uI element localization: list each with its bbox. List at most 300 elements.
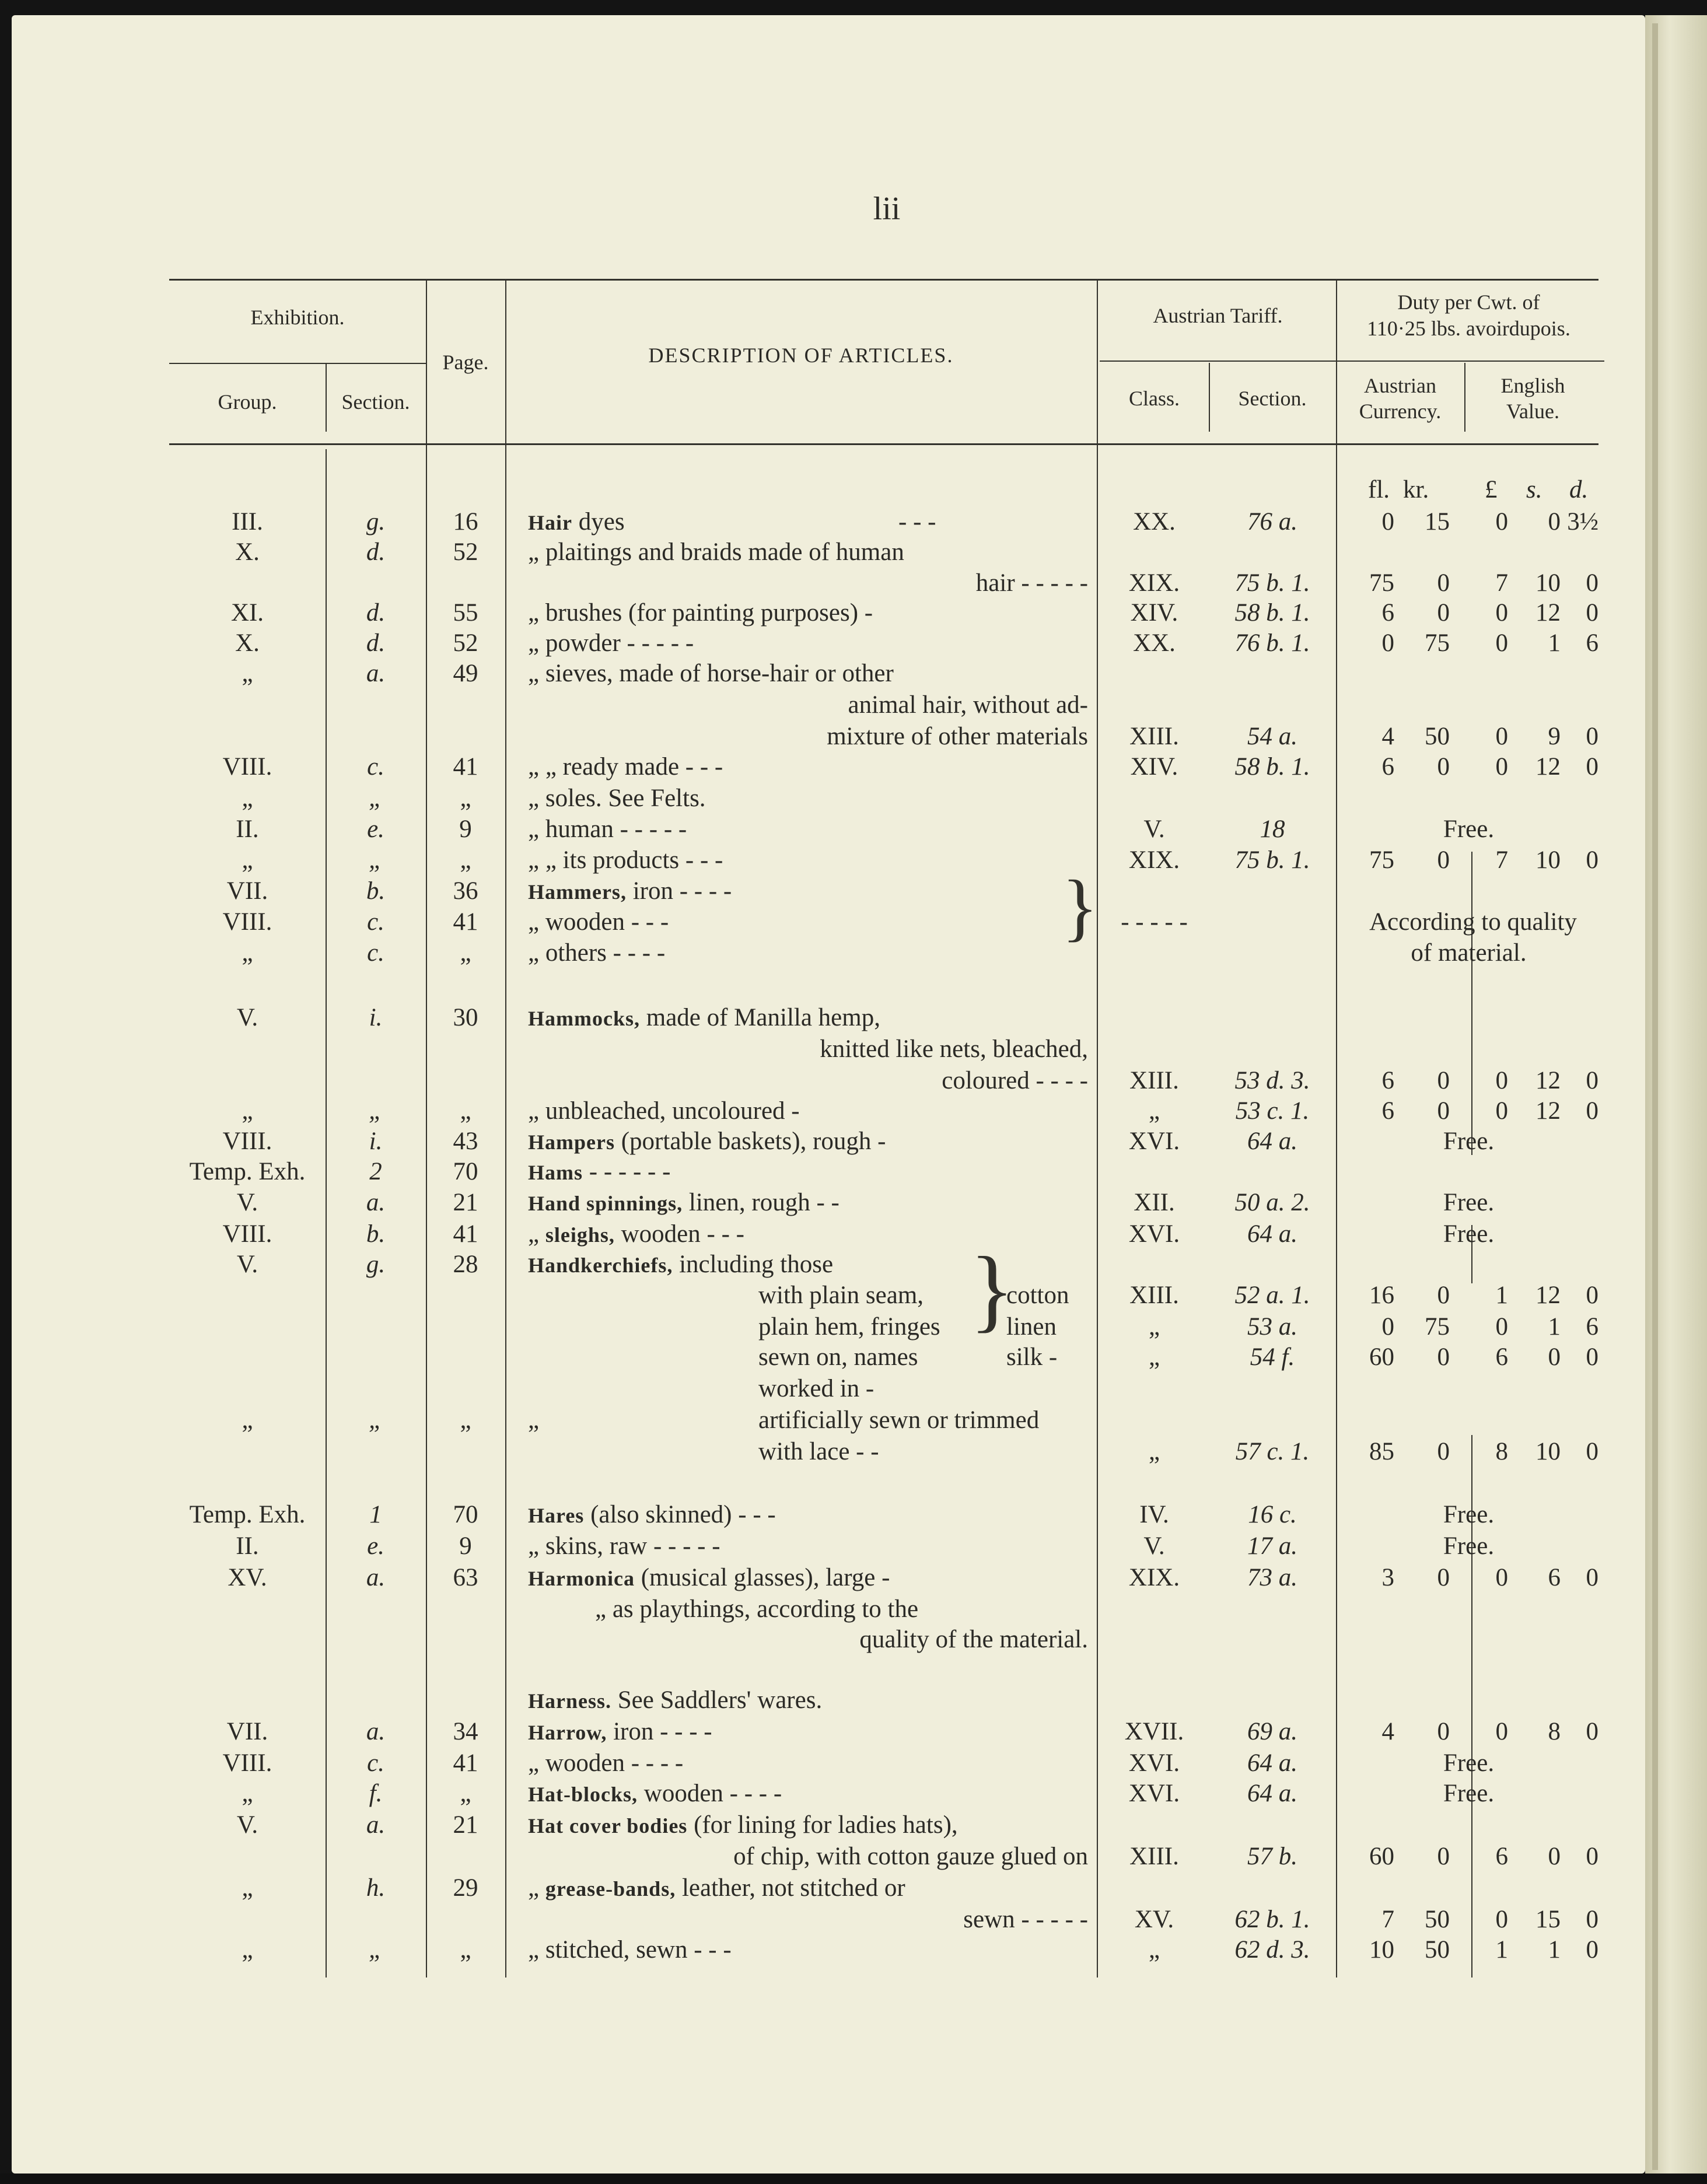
- group-cell: VII.: [226, 1718, 268, 1745]
- article-heading: Harmonica: [528, 1567, 635, 1590]
- group-cell: II.: [236, 816, 259, 843]
- pounds-cell: 1: [1495, 1936, 1508, 1964]
- header-duty-line2: 110·25 lbs. avoirdupois.: [1367, 317, 1570, 340]
- kreuzer-cell: 0: [1437, 846, 1450, 874]
- tariff-section-cell: 54 f.: [1250, 1343, 1295, 1371]
- unit-d: d.: [1569, 476, 1589, 503]
- quality-note: of material.: [1411, 939, 1527, 967]
- description-text: linen, rough - -: [683, 1189, 839, 1216]
- unit-s: s.: [1526, 476, 1542, 503]
- description-text: „ stitched, sewn - - -: [528, 1936, 732, 1964]
- pounds-cell: 0: [1495, 1313, 1508, 1340]
- group-cell: VIII.: [222, 1128, 272, 1155]
- shillings-cell: 9: [1548, 723, 1561, 750]
- free-label: Free.: [1443, 1501, 1495, 1528]
- group-cell: „: [242, 1874, 253, 1902]
- description-cell: [528, 846, 1088, 875]
- florin-cell: 0: [1381, 508, 1394, 536]
- divider-currency-body: [1471, 852, 1472, 1155]
- florin-cell: 6: [1381, 753, 1394, 780]
- handkerchief-detail: worked in -: [758, 1375, 875, 1402]
- class-cell: IV.: [1139, 1501, 1169, 1528]
- group-cell: „: [242, 660, 253, 687]
- article-heading: Hammers,: [528, 880, 627, 904]
- page-cell: 43: [453, 1128, 478, 1155]
- tariff-section-cell: 69 a.: [1247, 1718, 1297, 1745]
- description-continuation: of chip, with cotton gauze glued on: [733, 1843, 1088, 1870]
- tariff-section-cell: 76 b. 1.: [1234, 629, 1310, 657]
- class-cell: XVI.: [1128, 1220, 1180, 1248]
- group-cell: V.: [236, 1004, 258, 1031]
- pounds-cell: 7: [1495, 846, 1508, 874]
- header-english-value-1: English: [1500, 374, 1565, 397]
- florin-cell: 6: [1381, 599, 1394, 626]
- description-cell: [528, 1188, 1088, 1218]
- kreuzer-cell: 75: [1425, 1313, 1450, 1340]
- handkerchief-detail: with plain seam,: [758, 1282, 924, 1309]
- description-continuation: quality of the material.: [859, 1626, 1088, 1653]
- description-text: (portable baskets), rough -: [614, 1128, 886, 1155]
- class-cell: XIV.: [1130, 599, 1178, 626]
- class-cell: „: [1148, 1936, 1160, 1964]
- shillings-cell: 0: [1548, 1343, 1561, 1371]
- pence-cell: 0: [1586, 1843, 1598, 1870]
- exhibition-subrule: [169, 363, 426, 364]
- description-cell: [528, 1500, 1088, 1530]
- pence-cell: 0: [1586, 723, 1598, 750]
- description-text: „ skins, raw - - - - -: [528, 1532, 720, 1560]
- page-cell: 52: [453, 538, 478, 566]
- pounds-cell: 0: [1495, 1906, 1508, 1933]
- header-description: DESCRIPTION OF ARTICLES.: [648, 344, 954, 367]
- description-cell: [528, 1936, 1088, 1965]
- page-cell: 30: [453, 1004, 478, 1031]
- group-cell: VIII.: [222, 908, 272, 936]
- handkerchief-detail: plain hem, fringes: [758, 1313, 940, 1340]
- shillings-cell: 12: [1535, 599, 1561, 626]
- group-cell: VII.: [226, 877, 268, 905]
- tariff-section-cell: 62 b. 1.: [1234, 1906, 1310, 1933]
- dash-leader: - - -: [898, 508, 936, 536]
- page-cell: „: [460, 785, 471, 812]
- pence-cell: 0: [1586, 599, 1598, 626]
- article-heading: Hares: [528, 1504, 585, 1527]
- description-continuation: coloured - - - -: [942, 1067, 1088, 1094]
- pounds-cell: 0: [1495, 753, 1508, 780]
- description-text: „ wooden - - - -: [528, 1749, 684, 1777]
- tariff-section-cell: 62 d. 3.: [1234, 1936, 1310, 1964]
- group-cell: Temp. Exh.: [189, 1501, 306, 1528]
- description-continuation: sewn - - - - -: [963, 1906, 1088, 1933]
- pence-cell: 0: [1586, 846, 1598, 874]
- description-text: „ plaitings and braids made of human: [528, 538, 904, 566]
- tariff-section-cell: 64 a.: [1247, 1780, 1297, 1807]
- unit-kr: kr.: [1403, 476, 1429, 503]
- article-heading: grease-bands,: [545, 1877, 676, 1901]
- section-cell: a.: [366, 1718, 386, 1745]
- shillings-cell: 1: [1548, 629, 1561, 657]
- section-cell: h.: [366, 1874, 386, 1902]
- page-cell: 29: [453, 1874, 478, 1902]
- article-heading: Hams: [528, 1161, 583, 1184]
- pounds-cell: 0: [1495, 1564, 1508, 1591]
- shillings-cell: 15: [1535, 1906, 1561, 1933]
- pounds-cell: 0: [1495, 629, 1508, 657]
- florin-cell: 7: [1381, 1906, 1394, 1933]
- description-text: leather, not stitched or: [676, 1874, 905, 1902]
- description-cell: [528, 1779, 1088, 1809]
- article-heading: Hammocks,: [528, 1007, 640, 1030]
- kreuzer-cell: 0: [1437, 1282, 1450, 1309]
- section-cell: d.: [366, 629, 386, 657]
- section-cell: d.: [366, 599, 386, 626]
- description-cell: [528, 752, 1088, 782]
- handkerchief-detail: sewn on, names: [758, 1343, 918, 1371]
- description-text: „ unbleached, uncoloured -: [528, 1097, 800, 1125]
- group-cell: „: [242, 846, 253, 874]
- florin-cell: 16: [1369, 1282, 1394, 1309]
- page-cell: 41: [453, 1749, 478, 1777]
- tariff-section-cell: 50 a. 2.: [1234, 1189, 1310, 1216]
- shillings-cell: 0: [1548, 1843, 1561, 1870]
- description-continuation: artificially sewn or trimmed: [758, 1406, 1040, 1434]
- tariff-section-cell: 64 a.: [1247, 1749, 1297, 1777]
- section-cell: g.: [366, 508, 386, 536]
- description-cell: [528, 1157, 1088, 1187]
- pence-cell: 0: [1586, 753, 1598, 780]
- class-cell: V.: [1143, 816, 1165, 843]
- page-cell: 70: [453, 1501, 478, 1528]
- description-text: (for lining for ladies hats),: [687, 1811, 958, 1839]
- page-cell: 55: [453, 599, 478, 626]
- kreuzer-cell: 0: [1437, 1564, 1450, 1591]
- pounds-cell: 6: [1495, 1343, 1508, 1371]
- shillings-cell: 8: [1548, 1718, 1561, 1745]
- article-heading: Hat-blocks,: [528, 1783, 638, 1806]
- page-number: lii: [873, 191, 901, 227]
- group-cell: „: [242, 785, 253, 812]
- group-cell: XV.: [228, 1564, 267, 1591]
- description-text: „ brushes (for painting purposes) -: [528, 599, 873, 626]
- class-cell: XIV.: [1130, 753, 1178, 780]
- group-cell: VIII.: [222, 1749, 272, 1777]
- shillings-cell: 10: [1535, 569, 1561, 597]
- section-cell: c.: [367, 753, 384, 780]
- tariff-section-cell: 75 b. 1.: [1234, 846, 1310, 874]
- unit-fl: fl.: [1368, 476, 1390, 503]
- article-heading: Harrow,: [528, 1721, 607, 1744]
- description-text: „ sieves, made of horse-hair or other: [528, 660, 894, 687]
- description-continuation: hair - - - - -: [975, 569, 1088, 597]
- class-cell: „: [1148, 1097, 1160, 1125]
- description-continuation: knitted like nets, bleached,: [820, 1035, 1088, 1063]
- kreuzer-cell: 50: [1425, 723, 1450, 750]
- class-cell: XVI.: [1128, 1128, 1180, 1155]
- class-cell: V.: [1143, 1532, 1165, 1560]
- pounds-cell: 7: [1495, 569, 1508, 597]
- florin-cell: 75: [1369, 846, 1394, 874]
- page-cell: „: [460, 939, 471, 967]
- shillings-cell: 12: [1535, 753, 1561, 780]
- description-text: wooden - - -: [614, 1220, 744, 1248]
- kreuzer-cell: 0: [1437, 599, 1450, 626]
- pence-cell: 0: [1586, 1067, 1598, 1094]
- page-cell: „: [460, 1936, 471, 1964]
- tariff-section-cell: 75 b. 1.: [1234, 569, 1310, 597]
- header-bottom-rule: [169, 443, 1598, 445]
- tariff-section-cell: 18: [1260, 816, 1285, 843]
- florin-cell: 0: [1381, 1313, 1394, 1340]
- material-kind: silk -: [1006, 1343, 1058, 1371]
- section-cell: 1: [369, 1501, 382, 1528]
- pence-cell: 0: [1586, 1097, 1598, 1125]
- florin-cell: 75: [1369, 569, 1394, 597]
- pounds-cell: 6: [1495, 1843, 1508, 1870]
- class-cell: XIX.: [1128, 1564, 1180, 1591]
- kreuzer-cell: 0: [1437, 1843, 1450, 1870]
- section-cell: c.: [367, 1749, 384, 1777]
- shillings-cell: 12: [1535, 1282, 1561, 1309]
- class-cell: „: [1148, 1438, 1160, 1465]
- section-cell: „: [369, 1936, 383, 1964]
- article-heading: Handkerchiefs,: [528, 1254, 673, 1277]
- section-cell: „: [369, 1097, 383, 1125]
- page-cell: 9: [459, 1532, 472, 1560]
- article-heading: sleighs,: [545, 1223, 615, 1247]
- description-cell: [528, 1097, 1088, 1126]
- page-cell: „: [460, 1406, 471, 1434]
- tariff-section-cell: 54 a.: [1247, 723, 1297, 750]
- section-cell: „: [369, 1406, 383, 1434]
- section-cell: e.: [367, 816, 384, 843]
- material-kind: linen: [1006, 1313, 1057, 1340]
- free-label: Free.: [1443, 1780, 1495, 1807]
- tariff-section-cell: 53 c. 1.: [1235, 1097, 1310, 1125]
- section-cell: „: [369, 846, 383, 874]
- group-cell: V.: [236, 1251, 258, 1278]
- kreuzer-cell: 75: [1425, 629, 1450, 657]
- page-cell: 16: [453, 508, 478, 536]
- unit-pound: £: [1485, 476, 1498, 503]
- description-cell: [528, 1563, 1088, 1593]
- kreuzer-cell: 0: [1437, 1718, 1450, 1745]
- description-text: See Saddlers' wares.: [611, 1686, 823, 1714]
- class-cell: „: [1148, 1313, 1160, 1340]
- class-cell: XIII.: [1129, 1282, 1179, 1309]
- class-cell: XIII.: [1129, 723, 1179, 750]
- description-cell: [528, 1220, 1088, 1250]
- pence-cell: 0: [1586, 1343, 1598, 1371]
- section-cell: b.: [366, 1220, 386, 1248]
- group-cell: VIII.: [222, 1220, 272, 1248]
- article-heading: Hair: [528, 511, 572, 534]
- header-austrian-tariff: Austrian Tariff.: [1153, 304, 1283, 327]
- description-cell: [528, 877, 1088, 907]
- kreuzer-cell: 50: [1425, 1906, 1450, 1933]
- group-cell: V.: [236, 1811, 258, 1839]
- pounds-cell: 0: [1495, 508, 1508, 536]
- header-page: Page.: [442, 351, 489, 374]
- florin-cell: 4: [1381, 723, 1394, 750]
- article-heading: Hand spinnings,: [528, 1192, 683, 1215]
- shillings-cell: 1: [1548, 1936, 1561, 1964]
- florin-cell: 6: [1381, 1067, 1394, 1094]
- description-text: (also skinned) - - -: [584, 1501, 776, 1528]
- header-austrian-currency-2: Currency.: [1359, 400, 1442, 423]
- page-cell: „: [460, 846, 471, 874]
- free-label: Free.: [1443, 1532, 1495, 1560]
- group-cell: „: [242, 1406, 253, 1434]
- group-cell: II.: [236, 1532, 259, 1560]
- group-cell: „: [242, 939, 253, 967]
- description-cell: [528, 629, 1088, 658]
- pence-cell: 0: [1586, 1906, 1598, 1933]
- class-cell: XIII.: [1129, 1843, 1179, 1870]
- group-cell: VIII.: [222, 753, 272, 780]
- florin-cell: 60: [1369, 1843, 1394, 1870]
- group-cell: X.: [235, 629, 260, 657]
- tariff-section-cell: 58 b. 1.: [1234, 599, 1310, 626]
- kreuzer-cell: 15: [1425, 508, 1450, 536]
- pence-cell: 6: [1586, 1313, 1598, 1340]
- description-text: iron - - - -: [626, 877, 732, 905]
- section-cell: a.: [366, 1811, 386, 1839]
- florin-cell: 3: [1381, 1564, 1394, 1591]
- header-austrian-currency-1: Austrian: [1364, 374, 1436, 397]
- description-cell: [528, 1250, 1088, 1280]
- free-label: Free.: [1443, 1220, 1495, 1248]
- pounds-cell: 0: [1495, 599, 1508, 626]
- article-heading: Harness.: [528, 1689, 611, 1713]
- shillings-cell: 0: [1548, 508, 1561, 536]
- group-cell: XI.: [230, 599, 264, 626]
- description-cell: [528, 784, 1088, 813]
- page-cell: 21: [453, 1811, 478, 1839]
- section-cell: a.: [366, 1564, 386, 1591]
- description-text: „ soles. See Felts.: [528, 785, 706, 812]
- page-cell: 63: [453, 1564, 478, 1591]
- free-label: Free.: [1443, 1749, 1495, 1777]
- description-text: including those: [673, 1251, 834, 1278]
- header-english-value-2: Value.: [1506, 400, 1559, 423]
- header-tariff-section: Section.: [1238, 387, 1307, 410]
- page-cell: 49: [453, 660, 478, 687]
- description-cell: [528, 1686, 1088, 1716]
- class-cell: XV.: [1134, 1906, 1174, 1933]
- description-text: „ wooden - - -: [528, 908, 669, 936]
- tariff-section-cell: 58 b. 1.: [1234, 753, 1310, 780]
- description-text: (musical glasses), large -: [634, 1564, 890, 1591]
- page-cell: 21: [453, 1189, 478, 1216]
- section-cell: c.: [367, 939, 384, 967]
- shillings-cell: 6: [1548, 1564, 1561, 1591]
- tariff-section-cell: 73 a.: [1247, 1564, 1297, 1591]
- tariff-section-cell: 17 a.: [1247, 1532, 1297, 1560]
- kreuzer-cell: 0: [1437, 1067, 1450, 1094]
- description-cell: [528, 939, 1088, 968]
- free-label: Free.: [1443, 816, 1495, 843]
- description-cell: [528, 908, 1088, 937]
- class-cell: „: [1148, 1343, 1160, 1371]
- section-cell: i.: [369, 1004, 383, 1031]
- page-cell: 41: [453, 753, 478, 780]
- description-cell: [528, 1874, 1088, 1903]
- tariff-section-cell: 57 b.: [1247, 1843, 1297, 1870]
- section-cell: „: [369, 785, 383, 812]
- section-cell: 2: [369, 1158, 382, 1185]
- description-cell: [528, 1127, 1088, 1157]
- description-continuation: with lace - -: [758, 1438, 879, 1465]
- class-cell: XX.: [1133, 629, 1176, 657]
- group-cell: „: [242, 1780, 253, 1807]
- pounds-cell: 0: [1495, 1718, 1508, 1745]
- section-cell: a.: [366, 660, 386, 687]
- page-cell: „: [460, 1780, 471, 1807]
- header-group: Group.: [218, 390, 277, 414]
- kreuzer-cell: 0: [1437, 1438, 1450, 1465]
- description-text: made of Manilla hemp,: [640, 1004, 880, 1031]
- spine-shadow: [1652, 23, 1658, 2170]
- section-cell: g.: [366, 1251, 386, 1278]
- header-duty-line1: Duty per Cwt. of: [1397, 290, 1540, 314]
- tariff-section-cell: 76 a.: [1247, 508, 1297, 536]
- shillings-cell: 12: [1535, 1067, 1561, 1094]
- pence-cell: 0: [1586, 1438, 1598, 1465]
- kreuzer-cell: 0: [1437, 569, 1450, 597]
- divider-page: [505, 280, 506, 1978]
- group-cell: Temp. Exh.: [189, 1158, 306, 1185]
- pence-cell: 6: [1586, 629, 1598, 657]
- description-text: - - - - - -: [583, 1158, 671, 1185]
- class-cell: XX.: [1133, 508, 1176, 536]
- section-cell: e.: [367, 1532, 384, 1560]
- description-text: „ „ ready made - - -: [528, 753, 723, 780]
- class-cell: XIII.: [1129, 1067, 1179, 1094]
- pounds-cell: 0: [1495, 1097, 1508, 1125]
- divider-description: [1097, 280, 1098, 1978]
- group-cell: III.: [232, 508, 263, 536]
- description-cell: [528, 1717, 1088, 1747]
- description-text: iron - - - -: [607, 1718, 712, 1745]
- tariff-section-cell: 53 a.: [1247, 1313, 1297, 1340]
- description-continuation: „ as playthings, according to the: [595, 1595, 919, 1623]
- description-text: „ human - - - - -: [528, 816, 687, 843]
- group-cell: V.: [236, 1189, 258, 1216]
- group-cell: „: [242, 1097, 253, 1125]
- tariff-section-cell: 64 a.: [1247, 1220, 1297, 1248]
- pence-cell: 0: [1586, 1564, 1598, 1591]
- description-cell: [528, 1003, 1088, 1033]
- tariff-section-cell: 64 a.: [1247, 1128, 1297, 1155]
- description-text: „ others - - - -: [528, 939, 666, 967]
- free-label: Free.: [1443, 1128, 1495, 1155]
- header-exhibition: Exhibition.: [250, 306, 345, 329]
- group-cell: X.: [235, 538, 260, 566]
- kreuzer-cell: 0: [1437, 1343, 1450, 1371]
- pounds-cell: 1: [1495, 1282, 1508, 1309]
- florin-cell: 4: [1381, 1718, 1394, 1745]
- page-cell: 41: [453, 908, 478, 936]
- page-cell: 41: [453, 1220, 478, 1248]
- florin-cell: 6: [1381, 1097, 1394, 1125]
- description-cell: [528, 538, 1088, 567]
- class-cell: XIX.: [1128, 846, 1180, 874]
- article-heading: Hampers: [528, 1130, 615, 1154]
- page-cell: „: [460, 1097, 471, 1125]
- class-cell: XVI.: [1128, 1780, 1180, 1807]
- pounds-cell: 0: [1495, 1067, 1508, 1094]
- header-class: Class.: [1128, 387, 1180, 410]
